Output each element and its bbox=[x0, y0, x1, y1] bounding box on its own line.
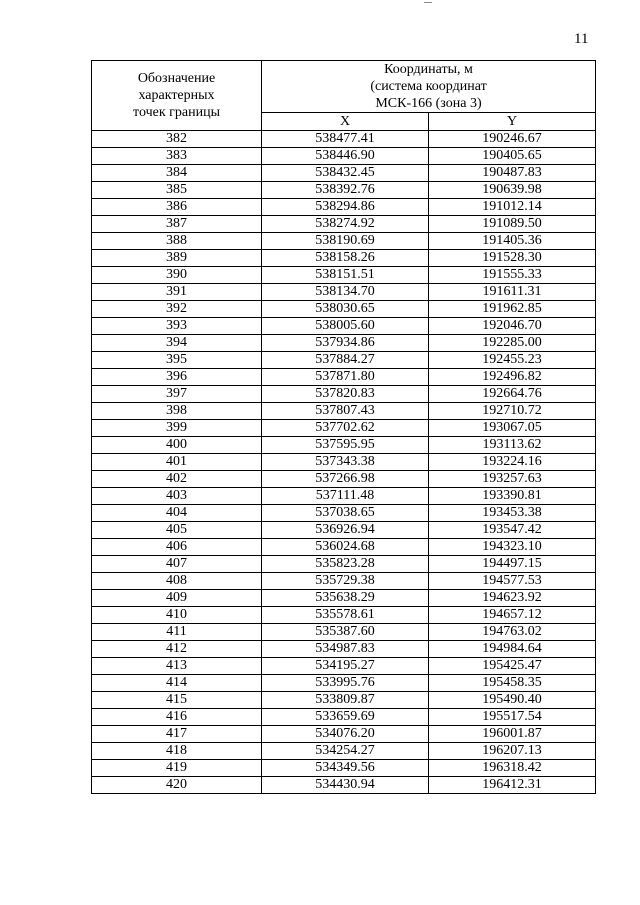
point-number-cell: 397 bbox=[92, 386, 262, 403]
x-coordinate-cell: 538274.92 bbox=[262, 216, 429, 233]
x-coordinate-cell: 535823.28 bbox=[262, 556, 429, 573]
table-row bbox=[92, 658, 596, 675]
point-number-cell: 390 bbox=[92, 267, 262, 284]
header-y: Y bbox=[429, 113, 596, 131]
y-coordinate-cell: 192046.70 bbox=[429, 318, 596, 335]
table-row bbox=[92, 352, 596, 369]
point-number-cell: 392 bbox=[92, 301, 262, 318]
point-number-cell: 394 bbox=[92, 335, 262, 352]
x-coordinate-cell: 538030.65 bbox=[262, 301, 429, 318]
point-number-cell: 387 bbox=[92, 216, 262, 233]
y-coordinate-cell: 193067.05 bbox=[429, 420, 596, 437]
table-row bbox=[92, 386, 596, 403]
x-coordinate-cell: 538294.86 bbox=[262, 199, 429, 216]
y-coordinate-cell: 192664.76 bbox=[429, 386, 596, 403]
x-coordinate-cell: 534076.20 bbox=[262, 726, 429, 743]
y-coordinate-cell: 193224.16 bbox=[429, 454, 596, 471]
header-point-line: точек границы bbox=[133, 105, 220, 120]
x-coordinate-cell: 538432.45 bbox=[262, 165, 429, 182]
x-coordinate-cell: 535387.60 bbox=[262, 624, 429, 641]
y-coordinate-cell: 195425.47 bbox=[429, 658, 596, 675]
table-row bbox=[92, 590, 596, 607]
table-row bbox=[92, 454, 596, 471]
header-coords-line: (система координат bbox=[370, 79, 487, 94]
y-coordinate-cell: 192496.82 bbox=[429, 369, 596, 386]
y-coordinate-cell: 191405.36 bbox=[429, 233, 596, 250]
table-row bbox=[92, 573, 596, 590]
x-coordinate-cell: 534430.94 bbox=[262, 777, 429, 794]
y-coordinate-cell: 196001.87 bbox=[429, 726, 596, 743]
y-coordinate-cell: 190487.83 bbox=[429, 165, 596, 182]
header-x: X bbox=[262, 113, 429, 131]
table-row bbox=[92, 131, 596, 148]
point-number-cell: 420 bbox=[92, 777, 262, 794]
table-row bbox=[92, 437, 596, 454]
table-row bbox=[92, 403, 596, 420]
x-coordinate-cell: 537807.43 bbox=[262, 403, 429, 420]
point-number-cell: 389 bbox=[92, 250, 262, 267]
table-row bbox=[92, 250, 596, 267]
y-coordinate-cell: 194623.92 bbox=[429, 590, 596, 607]
x-coordinate-cell: 537111.48 bbox=[262, 488, 429, 505]
x-coordinate-cell: 534254.27 bbox=[262, 743, 429, 760]
point-number-cell: 418 bbox=[92, 743, 262, 760]
table-row bbox=[92, 182, 596, 199]
x-coordinate-cell: 538005.60 bbox=[262, 318, 429, 335]
y-coordinate-cell: 193453.38 bbox=[429, 505, 596, 522]
x-coordinate-cell: 535729.38 bbox=[262, 573, 429, 590]
y-coordinate-cell: 193257.63 bbox=[429, 471, 596, 488]
y-coordinate-cell: 193390.81 bbox=[429, 488, 596, 505]
point-number-cell: 388 bbox=[92, 233, 262, 250]
point-number-cell: 396 bbox=[92, 369, 262, 386]
point-number-cell: 411 bbox=[92, 624, 262, 641]
point-number-cell: 400 bbox=[92, 437, 262, 454]
point-number-cell: 406 bbox=[92, 539, 262, 556]
x-coordinate-cell: 537871.80 bbox=[262, 369, 429, 386]
y-coordinate-cell: 194497.15 bbox=[429, 556, 596, 573]
y-coordinate-cell: 191962.85 bbox=[429, 301, 596, 318]
table-row bbox=[92, 675, 596, 692]
x-coordinate-cell: 538134.70 bbox=[262, 284, 429, 301]
y-coordinate-cell: 191012.14 bbox=[429, 199, 596, 216]
table-row bbox=[92, 335, 596, 352]
header-coords-line: Координаты, м bbox=[384, 62, 473, 77]
x-coordinate-cell: 537595.95 bbox=[262, 437, 429, 454]
table-row bbox=[92, 301, 596, 318]
boundary-coordinates-table bbox=[91, 60, 596, 794]
table-row bbox=[92, 726, 596, 743]
point-number-cell: 386 bbox=[92, 199, 262, 216]
header-coordinates bbox=[262, 61, 596, 113]
scan-artifact-mark bbox=[424, 2, 432, 3]
table-row bbox=[92, 556, 596, 573]
x-coordinate-cell: 537038.65 bbox=[262, 505, 429, 522]
y-coordinate-cell: 195517.54 bbox=[429, 709, 596, 726]
table-row bbox=[92, 420, 596, 437]
point-number-cell: 402 bbox=[92, 471, 262, 488]
y-coordinate-cell: 192455.23 bbox=[429, 352, 596, 369]
x-coordinate-cell: 537702.62 bbox=[262, 420, 429, 437]
table-row bbox=[92, 267, 596, 284]
x-coordinate-cell: 534349.56 bbox=[262, 760, 429, 777]
point-number-cell: 391 bbox=[92, 284, 262, 301]
point-number-cell: 408 bbox=[92, 573, 262, 590]
point-number-cell: 383 bbox=[92, 148, 262, 165]
table-row bbox=[92, 165, 596, 182]
point-number-cell: 419 bbox=[92, 760, 262, 777]
x-coordinate-cell: 536024.68 bbox=[262, 539, 429, 556]
table-row bbox=[92, 743, 596, 760]
table-row bbox=[92, 641, 596, 658]
table-row bbox=[92, 539, 596, 556]
x-coordinate-cell: 534195.27 bbox=[262, 658, 429, 675]
table-row bbox=[92, 369, 596, 386]
y-coordinate-cell: 191528.30 bbox=[429, 250, 596, 267]
y-coordinate-cell: 196318.42 bbox=[429, 760, 596, 777]
x-coordinate-cell: 538446.90 bbox=[262, 148, 429, 165]
point-number-cell: 409 bbox=[92, 590, 262, 607]
x-coordinate-cell: 537934.86 bbox=[262, 335, 429, 352]
point-number-cell: 414 bbox=[92, 675, 262, 692]
y-coordinate-cell: 193547.42 bbox=[429, 522, 596, 539]
x-coordinate-cell: 538477.41 bbox=[262, 131, 429, 148]
table-row bbox=[92, 284, 596, 301]
y-coordinate-cell: 192710.72 bbox=[429, 403, 596, 420]
point-number-cell: 384 bbox=[92, 165, 262, 182]
point-number-cell: 385 bbox=[92, 182, 262, 199]
y-coordinate-cell: 195458.35 bbox=[429, 675, 596, 692]
table-row bbox=[92, 607, 596, 624]
y-coordinate-cell: 193113.62 bbox=[429, 437, 596, 454]
page-number: 11 bbox=[574, 31, 589, 47]
point-number-cell: 403 bbox=[92, 488, 262, 505]
y-coordinate-cell: 194323.10 bbox=[429, 539, 596, 556]
x-coordinate-cell: 533659.69 bbox=[262, 709, 429, 726]
header-point-line: Обозначение bbox=[137, 71, 216, 86]
point-number-cell: 415 bbox=[92, 692, 262, 709]
table-row bbox=[92, 318, 596, 335]
x-coordinate-cell: 537343.38 bbox=[262, 454, 429, 471]
y-coordinate-cell: 196412.31 bbox=[429, 777, 596, 794]
table-row bbox=[92, 505, 596, 522]
y-coordinate-cell: 191555.33 bbox=[429, 267, 596, 284]
point-number-cell: 393 bbox=[92, 318, 262, 335]
y-coordinate-cell: 194657.12 bbox=[429, 607, 596, 624]
point-number-cell: 398 bbox=[92, 403, 262, 420]
point-number-cell: 399 bbox=[92, 420, 262, 437]
y-coordinate-cell: 191611.31 bbox=[429, 284, 596, 301]
table-row bbox=[92, 199, 596, 216]
x-coordinate-cell: 538190.69 bbox=[262, 233, 429, 250]
point-number-cell: 404 bbox=[92, 505, 262, 522]
x-coordinate-cell: 534987.83 bbox=[262, 641, 429, 658]
table-row bbox=[92, 777, 596, 794]
x-coordinate-cell: 535638.29 bbox=[262, 590, 429, 607]
y-coordinate-cell: 196207.13 bbox=[429, 743, 596, 760]
table-row bbox=[92, 471, 596, 488]
x-coordinate-cell: 537884.27 bbox=[262, 352, 429, 369]
point-number-cell: 417 bbox=[92, 726, 262, 743]
point-number-cell: 410 bbox=[92, 607, 262, 624]
point-number-cell: 412 bbox=[92, 641, 262, 658]
x-coordinate-cell: 537820.83 bbox=[262, 386, 429, 403]
table-row bbox=[92, 709, 596, 726]
x-coordinate-cell: 537266.98 bbox=[262, 471, 429, 488]
x-coordinate-cell: 536926.94 bbox=[262, 522, 429, 539]
y-coordinate-cell: 194577.53 bbox=[429, 573, 596, 590]
y-coordinate-cell: 195490.40 bbox=[429, 692, 596, 709]
point-number-cell: 416 bbox=[92, 709, 262, 726]
x-coordinate-cell: 538151.51 bbox=[262, 267, 429, 284]
x-coordinate-cell: 538392.76 bbox=[262, 182, 429, 199]
point-number-cell: 382 bbox=[92, 131, 262, 148]
table-row bbox=[92, 624, 596, 641]
x-coordinate-cell: 538158.26 bbox=[262, 250, 429, 267]
y-coordinate-cell: 191089.50 bbox=[429, 216, 596, 233]
table-row bbox=[92, 216, 596, 233]
table-row bbox=[92, 692, 596, 709]
point-number-cell: 401 bbox=[92, 454, 262, 471]
y-coordinate-cell: 192285.00 bbox=[429, 335, 596, 352]
y-coordinate-cell: 194763.02 bbox=[429, 624, 596, 641]
y-coordinate-cell: 190405.65 bbox=[429, 148, 596, 165]
x-coordinate-cell: 533995.76 bbox=[262, 675, 429, 692]
coordinates-table-body bbox=[92, 131, 596, 794]
y-coordinate-cell: 194984.64 bbox=[429, 641, 596, 658]
point-number-cell: 413 bbox=[92, 658, 262, 675]
header-point-designation bbox=[92, 61, 262, 131]
y-coordinate-cell: 190639.98 bbox=[429, 182, 596, 199]
table-row bbox=[92, 522, 596, 539]
header-point-line: характерных bbox=[138, 88, 215, 103]
table-row bbox=[92, 233, 596, 250]
point-number-cell: 395 bbox=[92, 352, 262, 369]
x-coordinate-cell: 535578.61 bbox=[262, 607, 429, 624]
y-coordinate-cell: 190246.67 bbox=[429, 131, 596, 148]
point-number-cell: 405 bbox=[92, 522, 262, 539]
x-coordinate-cell: 533809.87 bbox=[262, 692, 429, 709]
table-row bbox=[92, 148, 596, 165]
table-row bbox=[92, 760, 596, 777]
header-coords-line: МСК-166 (зона 3) bbox=[375, 96, 482, 111]
table-row bbox=[92, 488, 596, 505]
point-number-cell: 407 bbox=[92, 556, 262, 573]
